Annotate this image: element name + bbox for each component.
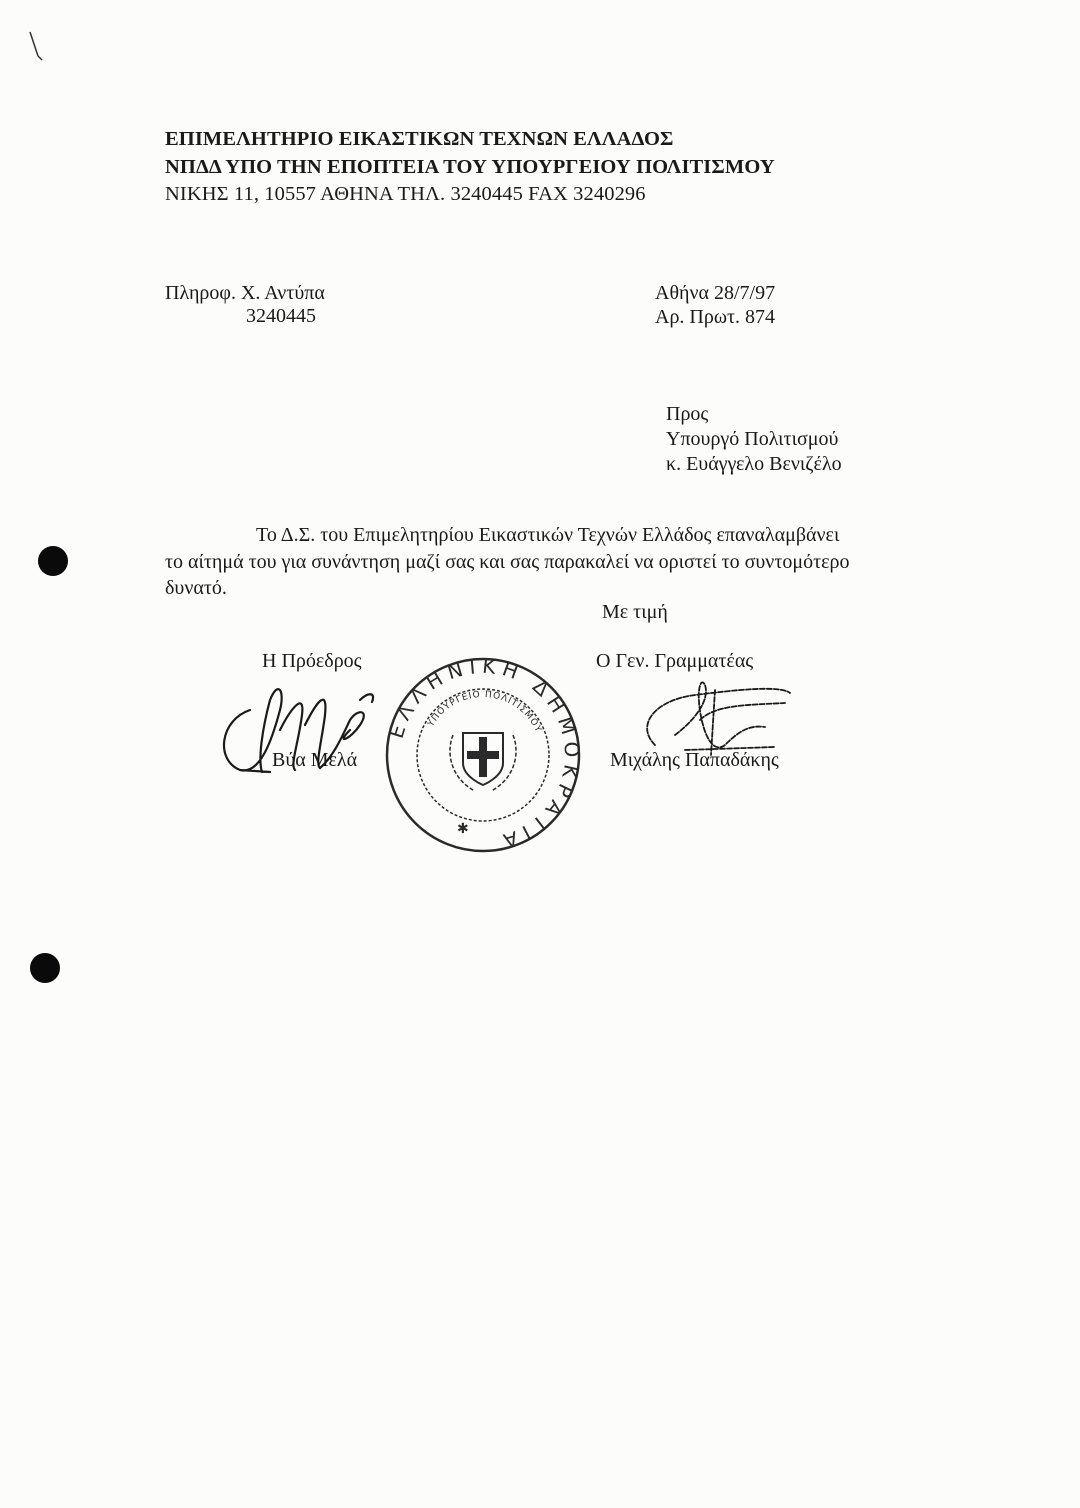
right-signatory-title: Ο Γεν. Γραμματέας [596,650,754,672]
recipient-name: κ. Ευάγγελο Βενιζέλο [666,453,842,475]
left-signature [210,670,390,780]
recipient-title: Υπουργό Πολιτισμού [666,428,839,450]
punch-hole-top [38,546,68,576]
recipient-to: Προς [666,403,709,425]
left-signatory-title: Η Πρόεδρος [262,650,362,672]
svg-text:ΥΠΟΥΡΓΕΙΟ ΠΟΛΙΤΙΣΜΟΥ [426,690,544,735]
contact-phone: 3240445 [246,305,316,327]
stamp-inner-text: ΥΠΟΥΡΓΕΙΟ ΠΟΛΙΤΙΣΜΟΥ [426,689,544,735]
letter-date: Αθήνα 28/7/97 [655,282,776,304]
body-line-3: δυνατό. [165,577,227,599]
letterhead-org-name: ΕΠΙΜΕΛΗΤΗΡΙΟ ΕΙΚΑΣΤΙΚΩΝ ΤΕΧΝΩΝ ΕΛΛΑΔΟΣ [165,128,674,150]
scan-mark [28,30,48,70]
stamp-outer-text: ΕΛΛΗΝΙΚΗ ΔΗΜΟΚΡΑΤΙΑ [383,653,585,855]
right-signatory-name: Μιχάλης Παπαδάκης [610,749,779,771]
body-line-1: Το Δ.Σ. του Επιμελητηρίου Εικαστικών Τεχνών Ελλάδος επαναλαμβάνει [256,524,840,546]
stamp-star-icon: ✱ [457,821,469,837]
closing: Με τιμή [602,601,668,623]
coat-of-arms-icon [450,733,516,791]
left-signatory-name: Βύα Μελά [272,749,358,771]
protocol-number: Αρ. Πρωτ. 874 [655,306,776,328]
body-line-2: το αίτημά του για συνάντηση μαζί σας και σας παρακαλεί να οριστεί το συντομότερο [165,551,850,573]
punch-hole-bottom [30,953,60,983]
contact-label: Πληροφ. Χ. Αντύπα [165,282,325,304]
official-stamp [383,655,583,855]
letterhead-supervision: ΝΠΔΔ ΥΠΟ ΤΗΝ ΕΠΟΠΤΕΙΑ ΤΟΥ ΥΠΟΥΡΓΕΙΟΥ ΠΟΛΙΤΙΣΜΟΥ [165,156,775,178]
letterhead-address: ΝΙΚΗΣ 11, 10557 ΑΘΗΝΑ ΤΗΛ. 3240445 FAX 3240296 [165,183,646,205]
right-signature [615,665,805,765]
